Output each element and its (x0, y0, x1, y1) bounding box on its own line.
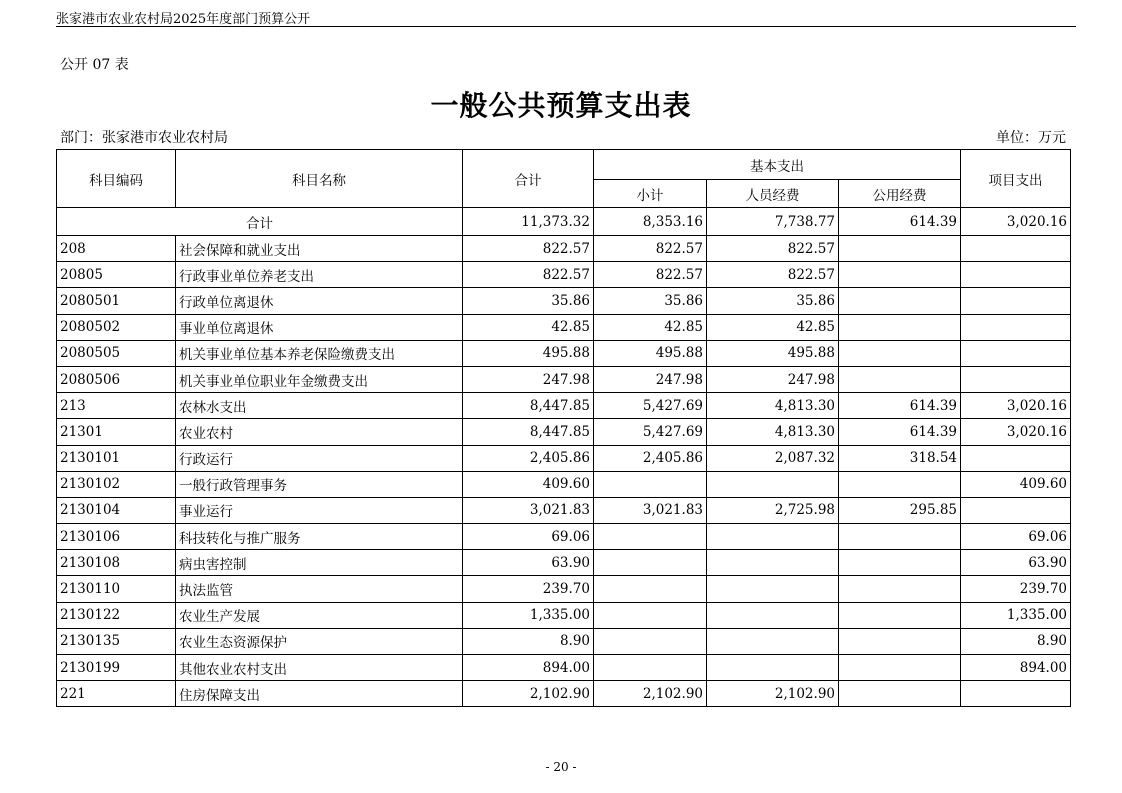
public-cell (839, 602, 961, 628)
col-header-personnel: 人员经费 (707, 180, 839, 208)
running-header: 张家港市农业农村局2025年度部门预算公开 (56, 12, 311, 27)
total-cell: 8,447.85 (463, 419, 594, 445)
project-cell (961, 288, 1071, 314)
table-row (57, 681, 1071, 707)
personnel-cell: 2,102.90 (707, 681, 839, 707)
code-cell: 208 (57, 236, 176, 262)
personnel-cell: 822.57 (707, 236, 839, 262)
name-cell: 农业生产发展 (176, 602, 463, 628)
total-cell: 8.90 (463, 628, 594, 654)
public-cell (839, 655, 961, 681)
table-row (57, 236, 1071, 262)
code-cell: 2130106 (57, 524, 176, 550)
name-cell: 一般行政管理事务 (176, 471, 463, 497)
project-cell: 3,020.16 (961, 393, 1071, 419)
col-header-code: 科目编码 (57, 150, 176, 208)
personnel-cell: 2,725.98 (707, 497, 839, 523)
page-number: - 20 - (545, 760, 577, 774)
subtotal-cell: 35.86 (594, 288, 707, 314)
subtotal-cell (594, 550, 707, 576)
subtotal-cell: 495.88 (594, 340, 707, 366)
project-cell: 3,020.16 (961, 419, 1071, 445)
subtotal-cell: 2,405.86 (594, 445, 707, 471)
project-cell (961, 681, 1071, 707)
name-cell: 事业单位离退休 (176, 314, 463, 340)
name-cell: 其他农业农村支出 (176, 655, 463, 681)
project-cell: 894.00 (961, 655, 1071, 681)
table-row (57, 445, 1071, 471)
department-label: 部门：张家港市农业农村局 (60, 130, 228, 146)
subtotal-cell (594, 628, 707, 654)
name-cell: 机关事业单位职业年金缴费支出 (176, 366, 463, 392)
col-header-public: 公用经费 (839, 180, 961, 208)
code-cell: 20805 (57, 262, 176, 288)
public-cell (839, 236, 961, 262)
project-cell: 8.90 (961, 628, 1071, 654)
table-row (57, 314, 1071, 340)
col-header-subtotal: 小计 (594, 180, 707, 208)
code-cell: 21301 (57, 419, 176, 445)
name-cell: 农林水支出 (176, 393, 463, 419)
table-row (57, 602, 1071, 628)
name-cell: 行政运行 (176, 445, 463, 471)
public-cell: 318.54 (839, 445, 961, 471)
code-cell: 2130108 (57, 550, 176, 576)
personnel-cell (707, 471, 839, 497)
subtotal-cell: 42.85 (594, 314, 707, 340)
table-row (57, 655, 1071, 681)
table-row (57, 497, 1071, 523)
total-cell: 63.90 (463, 550, 594, 576)
total-cell: 822.57 (463, 262, 594, 288)
table-row (57, 576, 1071, 602)
total-cell: 239.70 (463, 576, 594, 602)
col-header-basic: 基本支出 (594, 150, 961, 180)
code-cell: 2080502 (57, 314, 176, 340)
total-cell: 42.85 (463, 314, 594, 340)
project-cell (961, 445, 1071, 471)
name-cell: 执法监管 (176, 576, 463, 602)
total-cell: 822.57 (463, 236, 594, 262)
table-row (57, 262, 1071, 288)
code-cell: 2080501 (57, 288, 176, 314)
subtotal-cell (594, 471, 707, 497)
personnel-cell: 822.57 (707, 262, 839, 288)
personnel-cell (707, 576, 839, 602)
table-row (57, 288, 1071, 314)
name-cell: 农业农村 (176, 419, 463, 445)
code-cell: 2130199 (57, 655, 176, 681)
total-cell: 495.88 (463, 340, 594, 366)
project-cell: 3,020.16 (961, 208, 1071, 236)
code-cell: 2080505 (57, 340, 176, 366)
subtotal-cell (594, 655, 707, 681)
table-row (57, 471, 1071, 497)
personnel-cell: 35.86 (707, 288, 839, 314)
total-cell: 409.60 (463, 471, 594, 497)
subtotal-cell: 3,021.83 (594, 497, 707, 523)
total-cell: 3,021.83 (463, 497, 594, 523)
public-cell (839, 550, 961, 576)
personnel-cell: 495.88 (707, 340, 839, 366)
project-cell (961, 314, 1071, 340)
unit-label: 单位：万元 (996, 130, 1066, 146)
subtotal-cell: 247.98 (594, 366, 707, 392)
personnel-cell: 2,087.32 (707, 445, 839, 471)
project-cell: 69.06 (961, 524, 1071, 550)
table-row (57, 628, 1071, 654)
col-header-project: 项目支出 (961, 150, 1071, 208)
personnel-cell (707, 550, 839, 576)
total-cell: 11,373.32 (463, 208, 594, 236)
total-cell: 894.00 (463, 655, 594, 681)
subtotal-cell: 822.57 (594, 262, 707, 288)
total-cell: 2,102.90 (463, 681, 594, 707)
table-row (57, 366, 1071, 392)
col-header-name: 科目名称 (176, 150, 463, 208)
table-row (57, 524, 1071, 550)
personnel-cell: 7,738.77 (707, 208, 839, 236)
personnel-cell: 4,813.30 (707, 419, 839, 445)
name-cell: 行政单位离退休 (176, 288, 463, 314)
personnel-cell: 247.98 (707, 366, 839, 392)
project-cell: 1,335.00 (961, 602, 1071, 628)
name-cell: 科技转化与推广服务 (176, 524, 463, 550)
name-cell: 事业运行 (176, 497, 463, 523)
form-number: 公开 07 表 (60, 57, 129, 73)
project-cell: 409.60 (961, 471, 1071, 497)
total-cell: 8,447.85 (463, 393, 594, 419)
personnel-cell (707, 655, 839, 681)
name-cell: 住房保障支出 (176, 681, 463, 707)
total-cell: 1,335.00 (463, 602, 594, 628)
code-cell: 2130102 (57, 471, 176, 497)
code-cell: 2130104 (57, 497, 176, 523)
table-row (57, 393, 1071, 419)
subtotal-cell: 5,427.69 (594, 393, 707, 419)
public-cell (839, 576, 961, 602)
public-cell (839, 628, 961, 654)
public-cell: 295.85 (839, 497, 961, 523)
total-cell: 247.98 (463, 366, 594, 392)
total-cell: 35.86 (463, 288, 594, 314)
code-cell: 2080506 (57, 366, 176, 392)
personnel-cell: 42.85 (707, 314, 839, 340)
public-cell: 614.39 (839, 419, 961, 445)
public-cell (839, 524, 961, 550)
project-cell: 63.90 (961, 550, 1071, 576)
name-cell: 病虫害控制 (176, 550, 463, 576)
code-cell: 2130135 (57, 628, 176, 654)
subtotal-cell (594, 602, 707, 628)
public-cell: 614.39 (839, 208, 961, 236)
page-title: 一般公共预算支出表 (430, 89, 692, 122)
subtotal-cell: 2,102.90 (594, 681, 707, 707)
header-divider (56, 26, 1076, 27)
public-cell (839, 340, 961, 366)
total-cell: 2,405.86 (463, 445, 594, 471)
code-cell: 2130122 (57, 602, 176, 628)
personnel-cell (707, 524, 839, 550)
public-cell (839, 288, 961, 314)
personnel-cell: 4,813.30 (707, 393, 839, 419)
personnel-cell (707, 602, 839, 628)
public-cell: 614.39 (839, 393, 961, 419)
name-cell: 行政事业单位养老支出 (176, 262, 463, 288)
public-cell (839, 314, 961, 340)
code-cell: 213 (57, 393, 176, 419)
name-cell: 机关事业单位基本养老保险缴费支出 (176, 340, 463, 366)
project-cell (961, 497, 1071, 523)
total-row (57, 208, 1071, 236)
public-cell (839, 681, 961, 707)
project-cell (961, 340, 1071, 366)
personnel-cell (707, 628, 839, 654)
subtotal-cell (594, 576, 707, 602)
table-row (57, 340, 1071, 366)
name-cell: 农业生态资源保护 (176, 628, 463, 654)
subtotal-cell: 822.57 (594, 236, 707, 262)
subtotal-cell: 8,353.16 (594, 208, 707, 236)
code-cell: 2130101 (57, 445, 176, 471)
code-cell: 2130110 (57, 576, 176, 602)
public-cell (839, 262, 961, 288)
table-row (57, 419, 1071, 445)
public-cell (839, 471, 961, 497)
code-cell: 221 (57, 681, 176, 707)
col-header-total: 合计 (463, 150, 594, 208)
project-cell (961, 366, 1071, 392)
budget-table (56, 149, 1071, 707)
subtotal-cell: 5,427.69 (594, 419, 707, 445)
subtotal-cell (594, 524, 707, 550)
name-cell: 社会保障和就业支出 (176, 236, 463, 262)
total-label: 合计 (57, 208, 463, 236)
total-cell: 69.06 (463, 524, 594, 550)
project-cell (961, 262, 1071, 288)
public-cell (839, 366, 961, 392)
table-row (57, 550, 1071, 576)
project-cell: 239.70 (961, 576, 1071, 602)
project-cell (961, 236, 1071, 262)
